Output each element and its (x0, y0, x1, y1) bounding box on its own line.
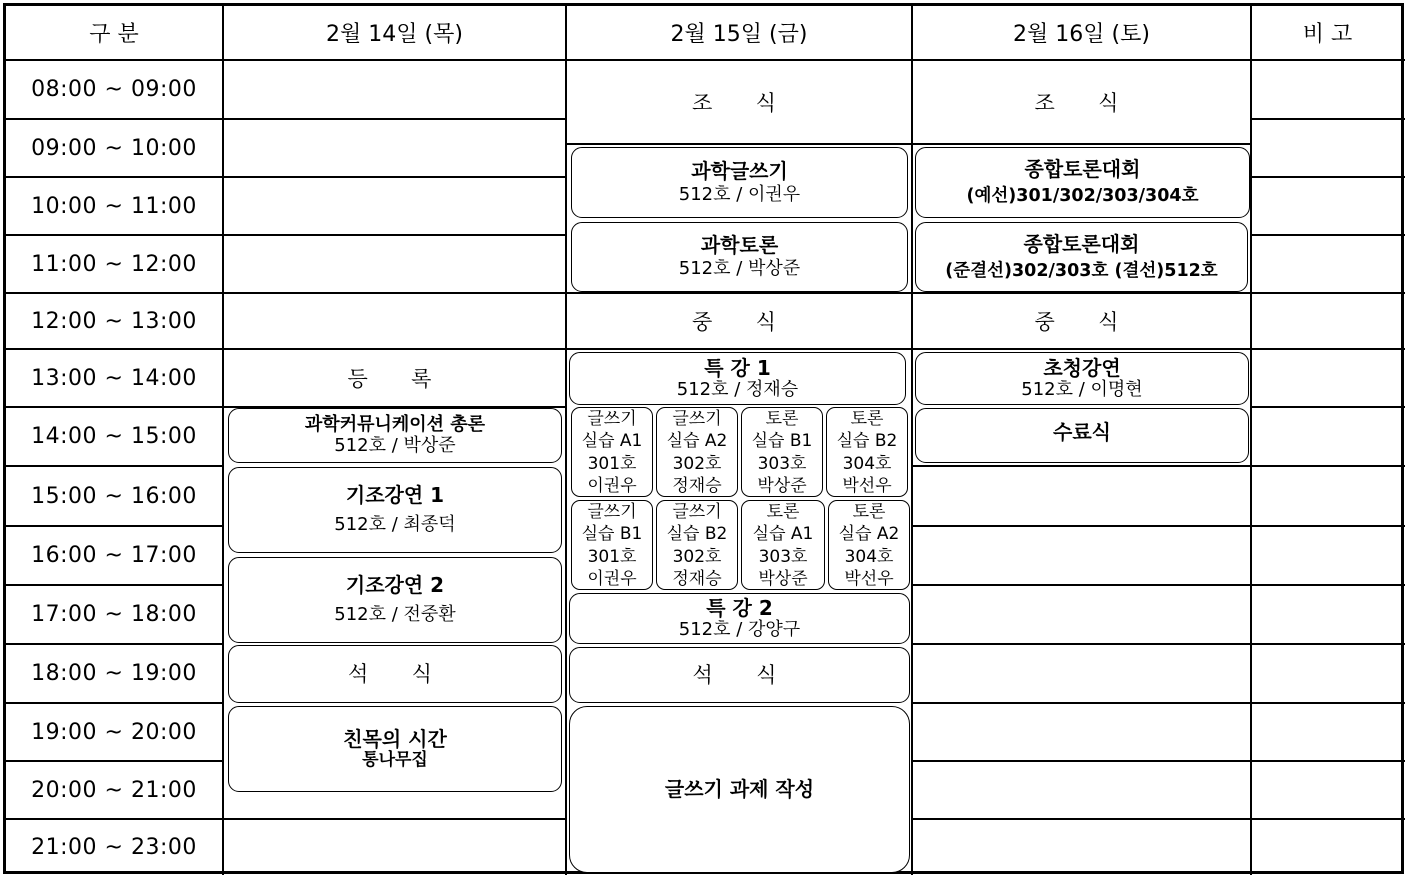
row-divider (1251, 118, 1405, 120)
time-label: 13:00 ~ 14:00 (31, 365, 197, 391)
session-title: 수료식 (1053, 420, 1111, 444)
workshop-room: 302호 (672, 546, 722, 567)
row-divider (912, 643, 1251, 645)
time-label: 11:00 ~ 12:00 (31, 251, 197, 277)
column-divider (222, 5, 224, 875)
row-divider (912, 143, 1251, 145)
session-room-speaker: 512호 / 최종덕 (334, 514, 456, 536)
session-title: 과학커뮤니케이션 총론 (304, 413, 486, 435)
session-rooms: (예선)301/302/303/304호 (966, 186, 1199, 207)
session-title: 친목의 시간 (343, 726, 447, 751)
session-title: 기조강연 1 (345, 483, 445, 508)
row-divider (1251, 176, 1405, 178)
workshop-writing-a1-r1 (571, 407, 653, 497)
workshop-instructor: 박상준 (757, 475, 807, 496)
day2-science-writing-session (571, 147, 908, 218)
workshop-group: 실습 B1 (581, 524, 643, 545)
day3-debate-preliminary (915, 147, 1250, 218)
workshop-room: 303호 (758, 546, 808, 567)
workshop-group: 실습 B2 (666, 524, 728, 545)
session-title: 특 강 2 (706, 595, 773, 620)
session-room-speaker: 512호 / 이권우 (678, 183, 801, 205)
time-label: 12:00 ~ 13:00 (31, 308, 197, 334)
day2-special-lecture1 (569, 352, 906, 405)
workshop-type: 토론 (765, 408, 799, 429)
day3-debate-finals (915, 222, 1248, 292)
row-divider (1251, 818, 1405, 820)
header-day3: 2월 16일 (토) (1013, 22, 1150, 47)
workshop-type: 토론 (850, 408, 884, 429)
workshop-group: 실습 B2 (836, 431, 898, 452)
row-divider (223, 118, 566, 120)
session-room-speaker: 512호 / 박상준 (678, 258, 801, 280)
session-title: 글쓰기 과제 작성 (664, 777, 815, 801)
row-divider (1251, 465, 1405, 467)
workshop-instructor: 박상준 (758, 568, 808, 589)
header-note: 비 고 (1302, 22, 1353, 47)
column-divider (1250, 5, 1252, 875)
header-day2: 2월 15일 (금) (670, 22, 808, 47)
workshop-type: 글쓰기 (672, 408, 722, 429)
row-divider (1251, 406, 1405, 408)
row-divider (1251, 292, 1405, 294)
day2-breakfast: 조 식 (692, 91, 786, 115)
row-divider (566, 143, 912, 145)
session-title: 과학글쓰기 (691, 158, 788, 183)
time-label: 08:00 ~ 09:00 (31, 77, 197, 102)
day2-science-debate-session (571, 222, 908, 292)
time-label: 19:00 ~ 20:00 (31, 719, 197, 745)
workshop-debate-a2-r2 (828, 500, 910, 590)
header-category: 구 분 (89, 22, 139, 47)
workshop-type: 글쓰기 (587, 408, 637, 429)
workshop-room: 301호 (587, 453, 637, 474)
row-divider (1251, 643, 1405, 645)
row-divider (1251, 702, 1405, 704)
day3-lunch: 중 식 (1034, 310, 1129, 334)
workshop-room: 303호 (757, 453, 807, 474)
workshop-type: 토론 (766, 501, 800, 522)
day2-writing-assignment (569, 706, 910, 873)
session-title: 종합토론대회 (1024, 157, 1141, 182)
row-divider (1251, 584, 1405, 586)
time-label: 10:00 ~ 11:00 (31, 193, 197, 219)
day1-keynote2-session (228, 557, 562, 643)
session-title: 초청강연 (1043, 355, 1121, 380)
workshop-instructor: 이권우 (587, 475, 637, 496)
time-label: 14:00 ~ 15:00 (31, 424, 197, 449)
workshop-type: 토론 (852, 501, 886, 522)
day3-closing-ceremony (915, 408, 1249, 463)
row-divider (1251, 348, 1405, 350)
row-divider (912, 584, 1251, 586)
day3-breakfast: 조 식 (1034, 91, 1129, 115)
session-location: 통나무집 (362, 749, 428, 770)
workshop-writing-b2-r2 (656, 500, 738, 590)
header-day1: 2월 14일 (목) (326, 22, 463, 47)
row-divider (223, 234, 566, 236)
meal-label: 석 식 (692, 662, 787, 687)
row-divider (223, 818, 566, 820)
session-title: 과학토론 (700, 233, 779, 258)
row-divider (912, 525, 1251, 527)
row-divider (223, 176, 566, 178)
workshop-instructor: 정재승 (672, 475, 722, 496)
row-divider (912, 465, 1251, 467)
row-divider (1251, 234, 1405, 236)
workshop-room: 304호 (842, 453, 892, 474)
workshop-group: 실습 A2 (666, 431, 728, 452)
workshop-instructor: 박선우 (842, 475, 892, 496)
time-label: 16:00 ~ 17:00 (31, 543, 197, 568)
day3-invited-lecture (915, 352, 1249, 405)
day1-dinner (228, 645, 562, 703)
day2-dinner (569, 647, 910, 703)
workshop-writing-b1-r2 (571, 500, 653, 590)
day1-science-communication-session (228, 408, 562, 463)
day1-keynote1-session (228, 467, 562, 553)
workshop-debate-b1-r1 (741, 407, 823, 497)
row-divider (912, 760, 1251, 762)
day2-special-lecture2 (569, 593, 910, 644)
session-title: 종합토론대회 (1023, 231, 1140, 256)
session-rooms: (준결선)302/303호 (결선)512호 (945, 260, 1218, 281)
session-room-speaker: 512호 / 전중환 (334, 604, 456, 626)
row-divider (1251, 760, 1405, 762)
workshop-instructor: 정재승 (672, 568, 722, 589)
workshop-writing-a2-r1 (656, 407, 738, 497)
workshop-instructor: 박선우 (844, 568, 894, 589)
workshop-group: 실습 A2 (838, 524, 900, 545)
session-room-speaker: 512호 / 박상준 (334, 434, 456, 456)
row-divider (912, 348, 1251, 350)
time-label: 20:00 ~ 21:00 (31, 777, 197, 803)
workshop-group: 실습 A1 (581, 431, 643, 452)
time-label: 17:00 ~ 18:00 (31, 602, 197, 627)
session-title: 특 강 1 (704, 355, 771, 380)
time-label: 15:00 ~ 16:00 (31, 483, 197, 509)
workshop-debate-b2-r1 (826, 407, 908, 497)
session-room-speaker: 512호 / 강양구 (678, 618, 801, 640)
day1-registration: 등 록 (347, 367, 442, 391)
time-label: 18:00 ~ 19:00 (31, 661, 197, 686)
workshop-type: 글쓰기 (587, 501, 637, 522)
row-divider (1251, 525, 1405, 527)
session-room-speaker: 512호 / 이명현 (1021, 378, 1143, 400)
session-room-speaker: 512호 / 정재승 (676, 378, 799, 400)
time-label: 21:00 ~ 23:00 (31, 835, 197, 860)
workshop-type: 글쓰기 (672, 501, 722, 522)
row-divider (912, 702, 1251, 704)
row-divider (223, 292, 566, 294)
day2-lunch: 중 식 (692, 310, 786, 334)
workshop-debate-a1-r2 (741, 500, 825, 590)
workshop-room: 301호 (587, 546, 637, 567)
session-title: 기조강연 2 (345, 573, 445, 598)
row-divider (912, 818, 1251, 820)
row-divider (566, 348, 912, 350)
workshop-instructor: 이권우 (587, 568, 637, 589)
workshop-group: 실습 A1 (752, 524, 814, 545)
meal-label: 석 식 (348, 661, 442, 686)
time-label: 09:00 ~ 10:00 (31, 135, 197, 161)
workshop-room: 302호 (672, 453, 722, 474)
workshop-group: 실습 B1 (751, 431, 813, 452)
workshop-room: 304호 (844, 546, 894, 567)
day1-social-session (228, 706, 562, 792)
